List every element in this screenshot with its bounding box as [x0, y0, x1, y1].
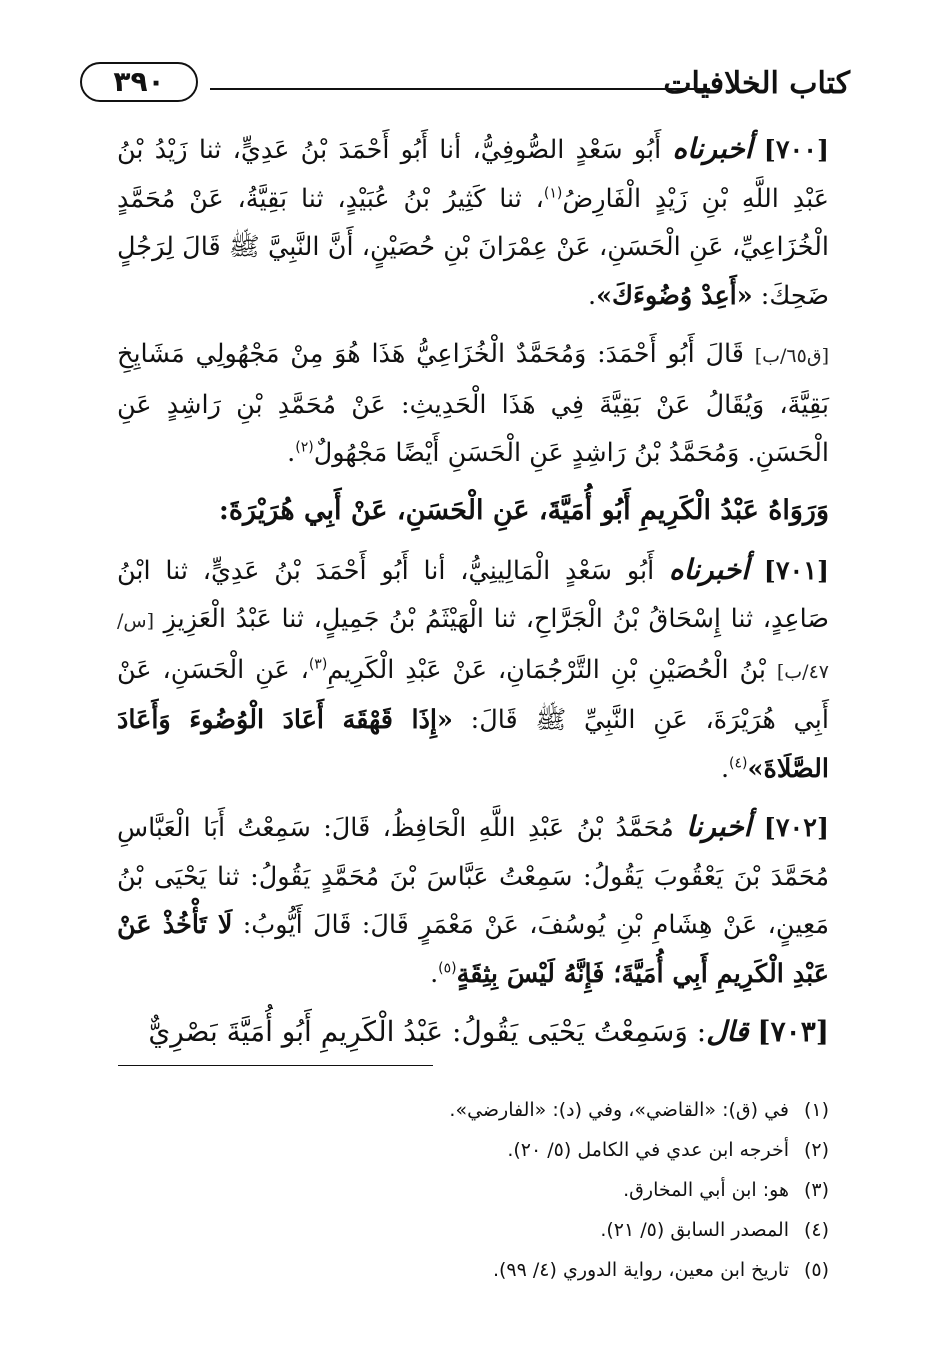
- matn-quote: «إِذَا قَهْقَهَ أَعَادَ الْوُضُوءَ وَأَعَادَ الصَّلَاةَ»: [117, 705, 829, 784]
- punctuation: .: [720, 753, 730, 784]
- punctuation: .: [287, 438, 296, 468]
- punctuation: .: [587, 280, 597, 311]
- hadith-number: [٧٠٣]: [757, 1015, 829, 1048]
- book-title: كتاب الخلافيات: [663, 66, 850, 101]
- footnote-marker[interactable]: (١): [543, 185, 563, 201]
- footnote-5: [117, 1250, 829, 1290]
- footnote-2: [117, 1130, 829, 1170]
- footnote-number: (٢): [803, 1139, 829, 1161]
- running-header: [80, 60, 850, 120]
- hadith-number: [٧٠٢]: [763, 813, 830, 843]
- footnote-marker[interactable]: (٢): [295, 439, 314, 456]
- commentary-text: قَالَ أَبُو أَحْمَدَ: وَمُحَمَّدٌ الْخُزَاعِيُّ هَذَا هُوَ مِنْ مَجْهُولِي مَشَايِخِ بَقِيَّةَ، وَيُقَالُ عَنْ بَقِيَّةَ فِي هَذَا الْحَدِيثِ: عَنْ مُحَمَّدِ بْنِ رَاشِدٍ عَنِ الْحَسَنِ. وَمُحَمَّدُ بْنُ رَاشِدٍ عَنِ الْحَسَنِ أَيْضًا مَجْهُولٌ: [117, 339, 829, 468]
- isnad-text: ، ثنا كَثِيرُ بْنُ عُبَيْدٍ، ثنا بَقِيَّةُ، عَنْ مُحَمَّدٍ الْخُزَاعِيِّ، عَنِ الْحَسَنِ، عَنْ عِمْرَانَ بْنِ حُصَيْنٍ، أَنَّ النَّبِيَّ ﷺ قَالَ لِرَجُلٍ ضَحِكَ:: [117, 183, 829, 311]
- hadith-701: [117, 546, 829, 794]
- hadith-lead-word: أخبرناه: [672, 132, 753, 165]
- footnote-marker[interactable]: (٤): [729, 755, 748, 771]
- footnote-marker[interactable]: (٥): [438, 960, 457, 976]
- hadith-700: [117, 125, 829, 320]
- punctuation: .: [430, 958, 439, 989]
- footnote-text: هو: ابن أبي المخارق.: [623, 1179, 789, 1201]
- footnote-number: (٤): [803, 1219, 829, 1241]
- hadith-number: [٧٠١]: [763, 555, 830, 586]
- matn-quote: لَا تَأْخُذْ عَنْ عَبْدِ الْكَرِيمِ أَبِي أُمَيَّةَ؛ فَإِنَّهُ لَيْسَ بِثِقَةٍ: [117, 910, 829, 989]
- footnote-4: [117, 1210, 829, 1250]
- isnad-text: بْنُ الْحُصَيْنِ بْنِ التَّرْجُمَانِ، عَنْ عَبْدِ الْكَرِيمِ: [327, 654, 766, 685]
- footnote-number: (٥): [803, 1259, 829, 1281]
- page-number: ٣٩٠: [80, 62, 198, 102]
- footnote-text: أخرجه ابن عدي في الكامل (٥/ ٢٠).: [507, 1139, 789, 1161]
- commentary-text: : وَسَمِعْتُ يَحْيَى يَقُولُ: عَبْدُ الْكَرِيمِ أَبُو أُمَيَّةَ بَصْرِيٌّ: [148, 1015, 707, 1048]
- manuscript-folio-ref: [س/٤٧/ب]: [117, 610, 829, 683]
- commentary-abu-ahmad: [117, 330, 829, 478]
- footnotes: [117, 1090, 829, 1290]
- main-text: [117, 125, 829, 1057]
- section-heading: وَرَوَاهُ عَبْدُ الْكَرِيمِ أَبُو أُمَيَّةَ، عَنِ الْحَسَنِ، عَنْ أَبِي هُرَيْرَةَ:: [218, 494, 829, 526]
- isnad-text: أَبُو سَعْدٍ الْمَالِينِيُّ، أنا أَبُو أَحْمَدَ بْنُ عَدِيٍّ، ثنا ابْنُ صَاعِدٍ، ثنا إِسْحَاقُ بْنُ الْجَرَّاحِ، ثنا الْهَيْثَمُ بْنُ جَمِيلٍ، ثنا عَبْدُ الْعَزِيزِ: [117, 555, 829, 634]
- footnote-number: (٣): [803, 1179, 829, 1201]
- hadith-703: [117, 1008, 829, 1057]
- hadith-lead-word: أخبرنا: [686, 810, 752, 843]
- isnad-text: ، عَنِ الْحَسَنِ، عَنْ أَبِي هُرَيْرَةَ، عَنِ النَّبِيِّ ﷺ قَالَ:: [117, 654, 829, 735]
- footnote-text: تاريخ ابن معين، رواية الدوري (٤/ ٩٩).: [492, 1259, 789, 1281]
- footnote-text: في (ق): «القاضي»، وفي (د): «الفارضي».: [449, 1099, 789, 1121]
- footnote-3: [117, 1170, 829, 1210]
- isnad-text: مُحَمَّدُ بْنُ عَبْدِ اللَّهِ الْحَافِظُ، قَالَ: سَمِعْتُ أَبَا الْعَبَّاسِ مُحَمَّدَ بْنَ يَعْقُوبَ يَقُولُ: سَمِعْتُ عَبَّاسَ بْنَ مُحَمَّدٍ يَقُولُ: ثنا يَحْيَى بْنُ مَعِينٍ، عَنْ هِشَامِ بْنِ يُوسُفَ، عَنْ مَعْمَرٍ قَالَ: قَالَ أَيُّوبُ:: [117, 813, 829, 940]
- hadith-702: [117, 803, 829, 998]
- hadith-lead-word: أخبرناه: [669, 552, 749, 586]
- hadith-number: [٧٠٠]: [763, 135, 830, 165]
- header-rule: [210, 88, 710, 90]
- footnote-marker[interactable]: (٣): [308, 656, 328, 672]
- footnote-separator: [118, 1065, 433, 1066]
- manuscript-folio-ref: [ق٦٥/ب]: [754, 345, 829, 367]
- footnote-number: (١): [803, 1099, 829, 1121]
- hadith-lead-word: قال: [706, 1015, 749, 1048]
- isnad-text: أَبُو سَعْدٍ الصُّوفِيُّ، أنا أَبُو أَحْمَدَ بْنُ عَدِيٍّ، ثنا زَيْدُ بْنُ عَبْدِ اللَّهِ بْنِ زَيْدٍ الْفَارِضُ: [117, 135, 829, 214]
- matn-quote: «أَعِدْ وُضُوءَكَ»: [596, 280, 753, 311]
- footnote-1: [117, 1090, 829, 1130]
- footnote-text: المصدر السابق (٥/ ٢١).: [600, 1219, 789, 1241]
